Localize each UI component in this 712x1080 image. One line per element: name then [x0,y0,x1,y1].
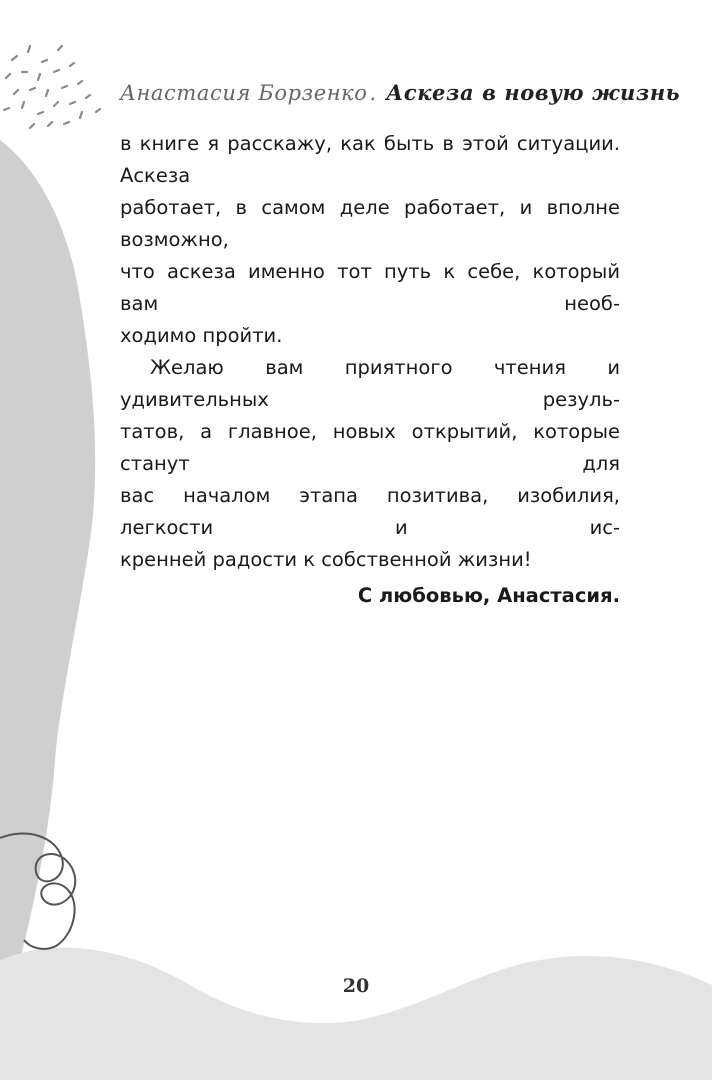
header-book-title: Аскеза в новую жизнь [386,80,681,105]
text-line: в книге я расскажу, как быть в этой ситуации. Аскеза [120,132,620,187]
text-line: кренней радости к собственной жизни! [120,548,532,571]
running-header [120,80,680,105]
page-number: 20 [342,975,370,997]
text-line: Желаю вам приятного чтения и удивительных резуль- [120,356,620,411]
header-separator: . [369,81,377,105]
paragraph-1 [120,128,620,352]
text-line: татов, а главное, новых открытий, которые станут для [120,420,620,475]
signature: С любовью, Анастасия. [357,584,620,607]
body-text [120,128,620,612]
header-author: Анастасия Борзенко [120,81,368,105]
confetti-dots [4,46,100,128]
text-line: вас началом этапа позитива, изобилия, легкости и ис- [120,484,620,539]
paragraph-2 [120,352,620,576]
left-gray-blob [0,140,95,990]
bottom-wave [0,948,712,1080]
text-line: ходимо пройти. [120,324,283,347]
text-line: работает, в самом деле работает, и вполне возможно, [120,196,620,251]
text-line: что аскеза именно тот путь к себе, который вам необ- [120,260,620,315]
